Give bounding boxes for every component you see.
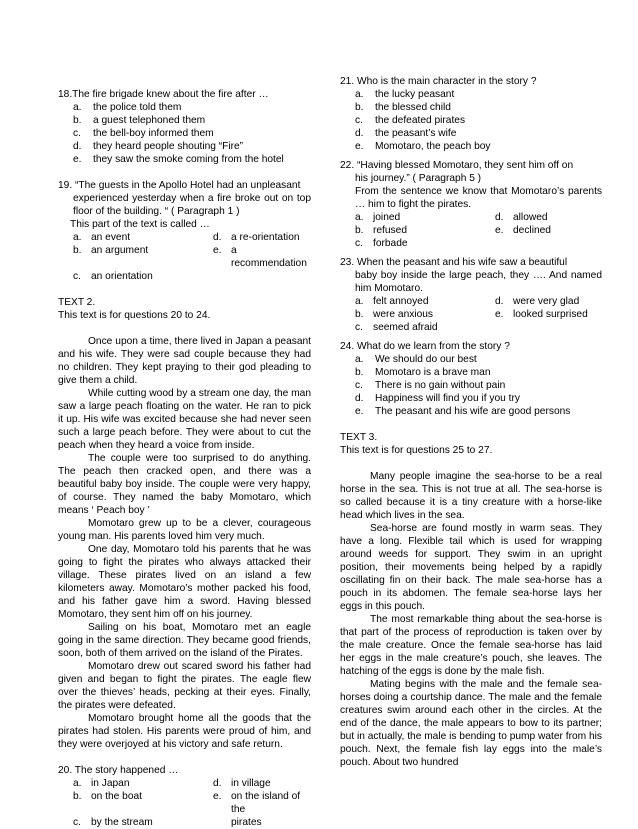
paragraph: Many people imagine the sea-horse to be a real horse in the sea. This is not true at all. The sea-horse is so called because it is a tiny creature with a horse-like head which lives in the sea. bbox=[340, 471, 602, 521]
option-row: c. seemed afraid bbox=[355, 322, 438, 333]
paragraph: One day, Momotaro told his parents that he was going to fight the pirates who always attacked their village. These pirates lived on an island a few kilometers away. Momotaro’s mother packed his food, and his father gave him a sword. Having blessed Momotaro, they sent him off on his journey. bbox=[58, 544, 311, 620]
option-b: b. a guest telephoned them bbox=[73, 115, 206, 126]
question-22 bbox=[340, 159, 602, 250]
option-d: d. they heard people shouting “Fire” bbox=[73, 141, 244, 152]
option-row: a. felt annoyed d. were very glad bbox=[355, 296, 580, 307]
question-stem: 19. “The guests in the Apollo Hotel had an unpleasant bbox=[58, 180, 301, 191]
question-stem: 20. The story happened … bbox=[58, 765, 179, 776]
option-row: b. refused e. declined bbox=[355, 225, 551, 236]
paragraph: Momotaro drew out scared sword his father had given and began to fight the pirates. The eagle flew over the thieves’ heads, pecking at their eyes. Finally, the pirates were defeated. bbox=[58, 661, 311, 711]
left-column bbox=[58, 88, 311, 829]
option-row: a. joined d. allowed bbox=[355, 212, 548, 223]
question-stem-continued: his journey.” ( Paragraph 5 ) bbox=[355, 173, 482, 184]
paragraph: Momotaro brought home all the goods that the pirates had stolen. His parents were proud of him, and they were overjoyed at his victory and safe return. bbox=[58, 713, 311, 750]
question-19 bbox=[58, 179, 311, 283]
question-stem: 22. “Having blessed Momotaro, they sent him off on bbox=[340, 160, 574, 171]
option-row: c. an orientation bbox=[73, 271, 153, 282]
option-row: c. forbade bbox=[355, 238, 408, 249]
option-c: c. There is no gain without pain bbox=[355, 380, 506, 391]
paragraph: Mating begins with the male and the female sea-horses doing a courtship dance. The male and the female creatures swim around each other in the circles. At the end of the dance, the male appears to bow to its partner; but in actually, the male is bending to pump water from his pouch. Next, the female fish lay eggs into the male’s pouch. About two hundred bbox=[340, 679, 602, 768]
text-3 bbox=[340, 431, 602, 769]
paragraph: While cutting wood by a stream one day, the man saw a large peach floating on the water. He ran to pick it up. His wife was excited because she had never seen such a large peach before. They were about to cut the peach when they heard a voice from inside. bbox=[58, 388, 311, 451]
option-b: b. the blessed child bbox=[355, 102, 451, 113]
question-stem: 24. What do we learn from the story ? bbox=[340, 341, 510, 352]
paragraph: Sea-horse are found mostly in warm seas. They have a long. Flexible tail which is used for wrapping around weeds for support. They swim in an upright position, their movements being helped by a rapidly oscillating fin on their back. The male sea-horse has a pouch in its abdomen. The female sea-horse lays her eggs in this pouch. bbox=[340, 523, 602, 612]
text-2 bbox=[58, 296, 311, 751]
paragraph: Sailing on his boat, Momotaro met an eagle going in the same direction. They became good friends, soon, both of them arrived on the island of the Pirates. bbox=[58, 622, 311, 659]
question-instruction: From the sentence we know that Momotaro’s parents … him to fight the pirates. bbox=[355, 186, 602, 210]
option-row: b. an argument e. a recommendation bbox=[73, 245, 307, 269]
right-column bbox=[340, 75, 602, 769]
question-21 bbox=[340, 75, 602, 153]
question-stem-continued: baby boy inside the large peach, they …. And named him Momotaro. bbox=[355, 270, 602, 294]
question-23 bbox=[340, 256, 602, 334]
option-row: a. in Japan d. in village bbox=[73, 778, 271, 789]
paragraph: The most remarkable thing about the sea-horse is that part of the process of reproduction is taken over by the male creature. Once the female sea-horse has laid her eggs in the male creature’s pouch, she leaves. The hatching of the eggs is done by the male fish. bbox=[340, 614, 602, 677]
option-e: e. Momotaro, the peach boy bbox=[355, 141, 491, 152]
text-subheading: This text is for questions 20 to 24. bbox=[58, 310, 211, 321]
text-subheading: This text is for questions 25 to 27. bbox=[340, 445, 493, 456]
option-row: b. were anxious e. looked surprised bbox=[355, 309, 588, 320]
question-stem-continued: experienced yesterday when a fire broke out on top floor of the building. “ ( Paragraph 1 ) bbox=[73, 193, 311, 217]
option-row: b. on the boat e. on the island of the bbox=[73, 791, 301, 815]
question-stem: 23. When the peasant and his wife saw a beautiful bbox=[340, 257, 568, 268]
option-d: d. Happiness will find you if you try bbox=[355, 393, 520, 404]
option-a: a. the police told them bbox=[73, 102, 182, 113]
option-c: c. the defeated pirates bbox=[355, 115, 466, 126]
paragraph: The couple were too surprised to do anything. The peach then cracked open, and there was a beautiful baby boy inside. The couple were very happy, of course. They named the baby Momotaro, which means ‘ Peach boy ’ bbox=[58, 453, 311, 516]
text-heading: TEXT 3. bbox=[340, 432, 378, 443]
option-d: d. the peasant’s wife bbox=[355, 128, 457, 139]
option-a: a. the lucky peasant bbox=[355, 89, 455, 100]
option-e: e. they saw the smoke coming from the hotel bbox=[73, 154, 284, 165]
option-c: c. the bell-boy informed them bbox=[73, 128, 214, 139]
text-heading: TEXT 2. bbox=[58, 297, 96, 308]
option-b: b. Momotaro is a brave man bbox=[355, 367, 491, 378]
question-20 bbox=[58, 764, 311, 829]
question-24 bbox=[340, 340, 602, 418]
option-row: c. by the stream pirates bbox=[73, 817, 262, 828]
question-18 bbox=[58, 88, 311, 166]
question-stem: 18.The fire brigade knew about the fire after … bbox=[58, 89, 269, 100]
question-stem: 21. Who is the main character in the story ? bbox=[340, 76, 537, 87]
option-row: a. an event d. a re-orientation bbox=[73, 232, 300, 243]
paragraph: Momotaro grew up to be a clever, courageous young man. His parents loved him very much. bbox=[58, 518, 311, 542]
question-instruction: This part of the text is called … bbox=[70, 219, 210, 230]
paragraph: Once upon a time, there lived in Japan a peasant and his wife. They were sad couple because they had no children. They kept praying to their god pleading to give them a child. bbox=[58, 336, 311, 386]
option-a: a. We should do our best bbox=[355, 354, 477, 365]
option-e: e. The peasant and his wife are good persons bbox=[355, 406, 571, 417]
